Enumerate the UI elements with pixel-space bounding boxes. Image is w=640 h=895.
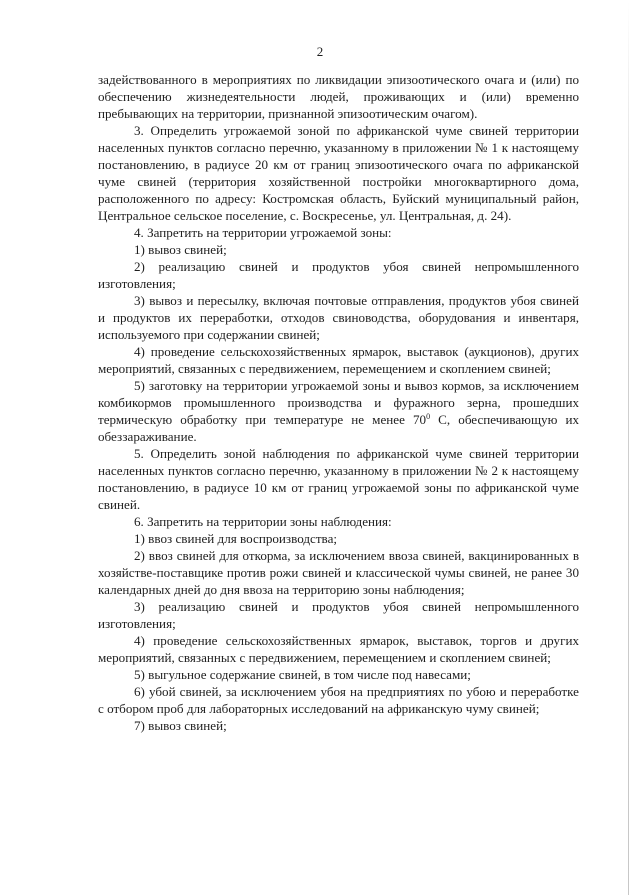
degree-superscript: 0 (426, 412, 431, 421)
paragraph: 5. Определить зоной наблюдения по африканской чуме свиней территории населенных пунктов согласно перечню, указанному в приложении № 2 к настоящему постановлению, в радиусе 10 км от границ угрожаемой зоны по африканской чуме свиней. (98, 446, 579, 512)
scan-edge (628, 0, 629, 895)
list-item: 4) проведение сельскохозяйственных ярмарок, выставок, торгов и других мероприятий, связанных с передвижением, перемещением и скоплением свиней; (98, 633, 579, 665)
page-number: 2 (316, 44, 324, 59)
list-item: 1) ввоз свиней для воспроизводства; (134, 531, 338, 546)
document-body (98, 71, 579, 734)
list-item: 7) вывоз свиней; (134, 718, 227, 733)
list-item: 3) вывоз и пересылку, включая почтовые отправления, продуктов убоя свиней и продуктов их переработки, отходов свиноводства, оборудования и инвентаря, используемого при содержании свиней; (98, 293, 579, 342)
paragraph: 4. Запретить на территории угрожаемой зоны: (134, 225, 392, 240)
paragraph: задействованного в мероприятиях по ликвидации эпизоотического очага и (или) по обеспечению жизнедеятельности людей, проживающих и (или) временно пребывающих на территории, признанной эпизоотическим очагом). (98, 72, 579, 121)
list-item: 3) реализацию свиней и продуктов убоя свиней непромышленного изготовления; (98, 599, 579, 631)
list-item: 2) реализацию свиней и продуктов убоя свиней непромышленного изготовления; (98, 259, 579, 291)
paragraph-text: 5) заготовку на территории угрожаемой зоны и вывоз кормов, за исключением комбикормов промышленного производства и фуражного зерна, прошедших термическую обработку при температуре не менее 70 (98, 378, 579, 427)
list-item: 5) выгульное содержание свиней, в том числе под навесами; (134, 667, 471, 682)
list-item (98, 377, 579, 445)
list-item: 4) проведение сельскохозяйственных ярмарок, выставок (аукционов), других мероприятий, связанных с передвижением, перемещением и скоплением свиней; (98, 344, 579, 376)
paragraph: 3. Определить угрожаемой зоной по африканской чуме свиней территории населенных пунктов согласно перечню, указанному в приложении № 1 к настоящему постановлению, в радиусе 20 км от границ эпизоотического очага по африканской чуме свиней (территория хозяйственной постройки многоквартирного дома, расположенного по адресу: Костромская область, Буйский муниципальный район, Центральное сельское поселение, с. Воскресенье, ул. Центральная, д. 24). (98, 123, 579, 223)
list-item: 1) вывоз свиней; (134, 242, 227, 257)
paragraph: 6. Запретить на территории зоны наблюдения: (134, 514, 392, 529)
paragraph-text: С, обеспечивающую их обеззараживание. (98, 412, 579, 444)
list-item: 2) ввоз свиней для откорма, за исключением ввоза свиней, вакцинированных в хозяйстве-поставщике против рожи свиней и классической чумы свиней, не ранее 30 календарных дней до дня ввоза на территорию зоны наблюдения; (98, 548, 579, 597)
list-item: 6) убой свиней, за исключением убоя на предприятиях по убою и переработке с отбором проб для лабораторных исследований на африканскую чуму свиней; (98, 684, 579, 716)
